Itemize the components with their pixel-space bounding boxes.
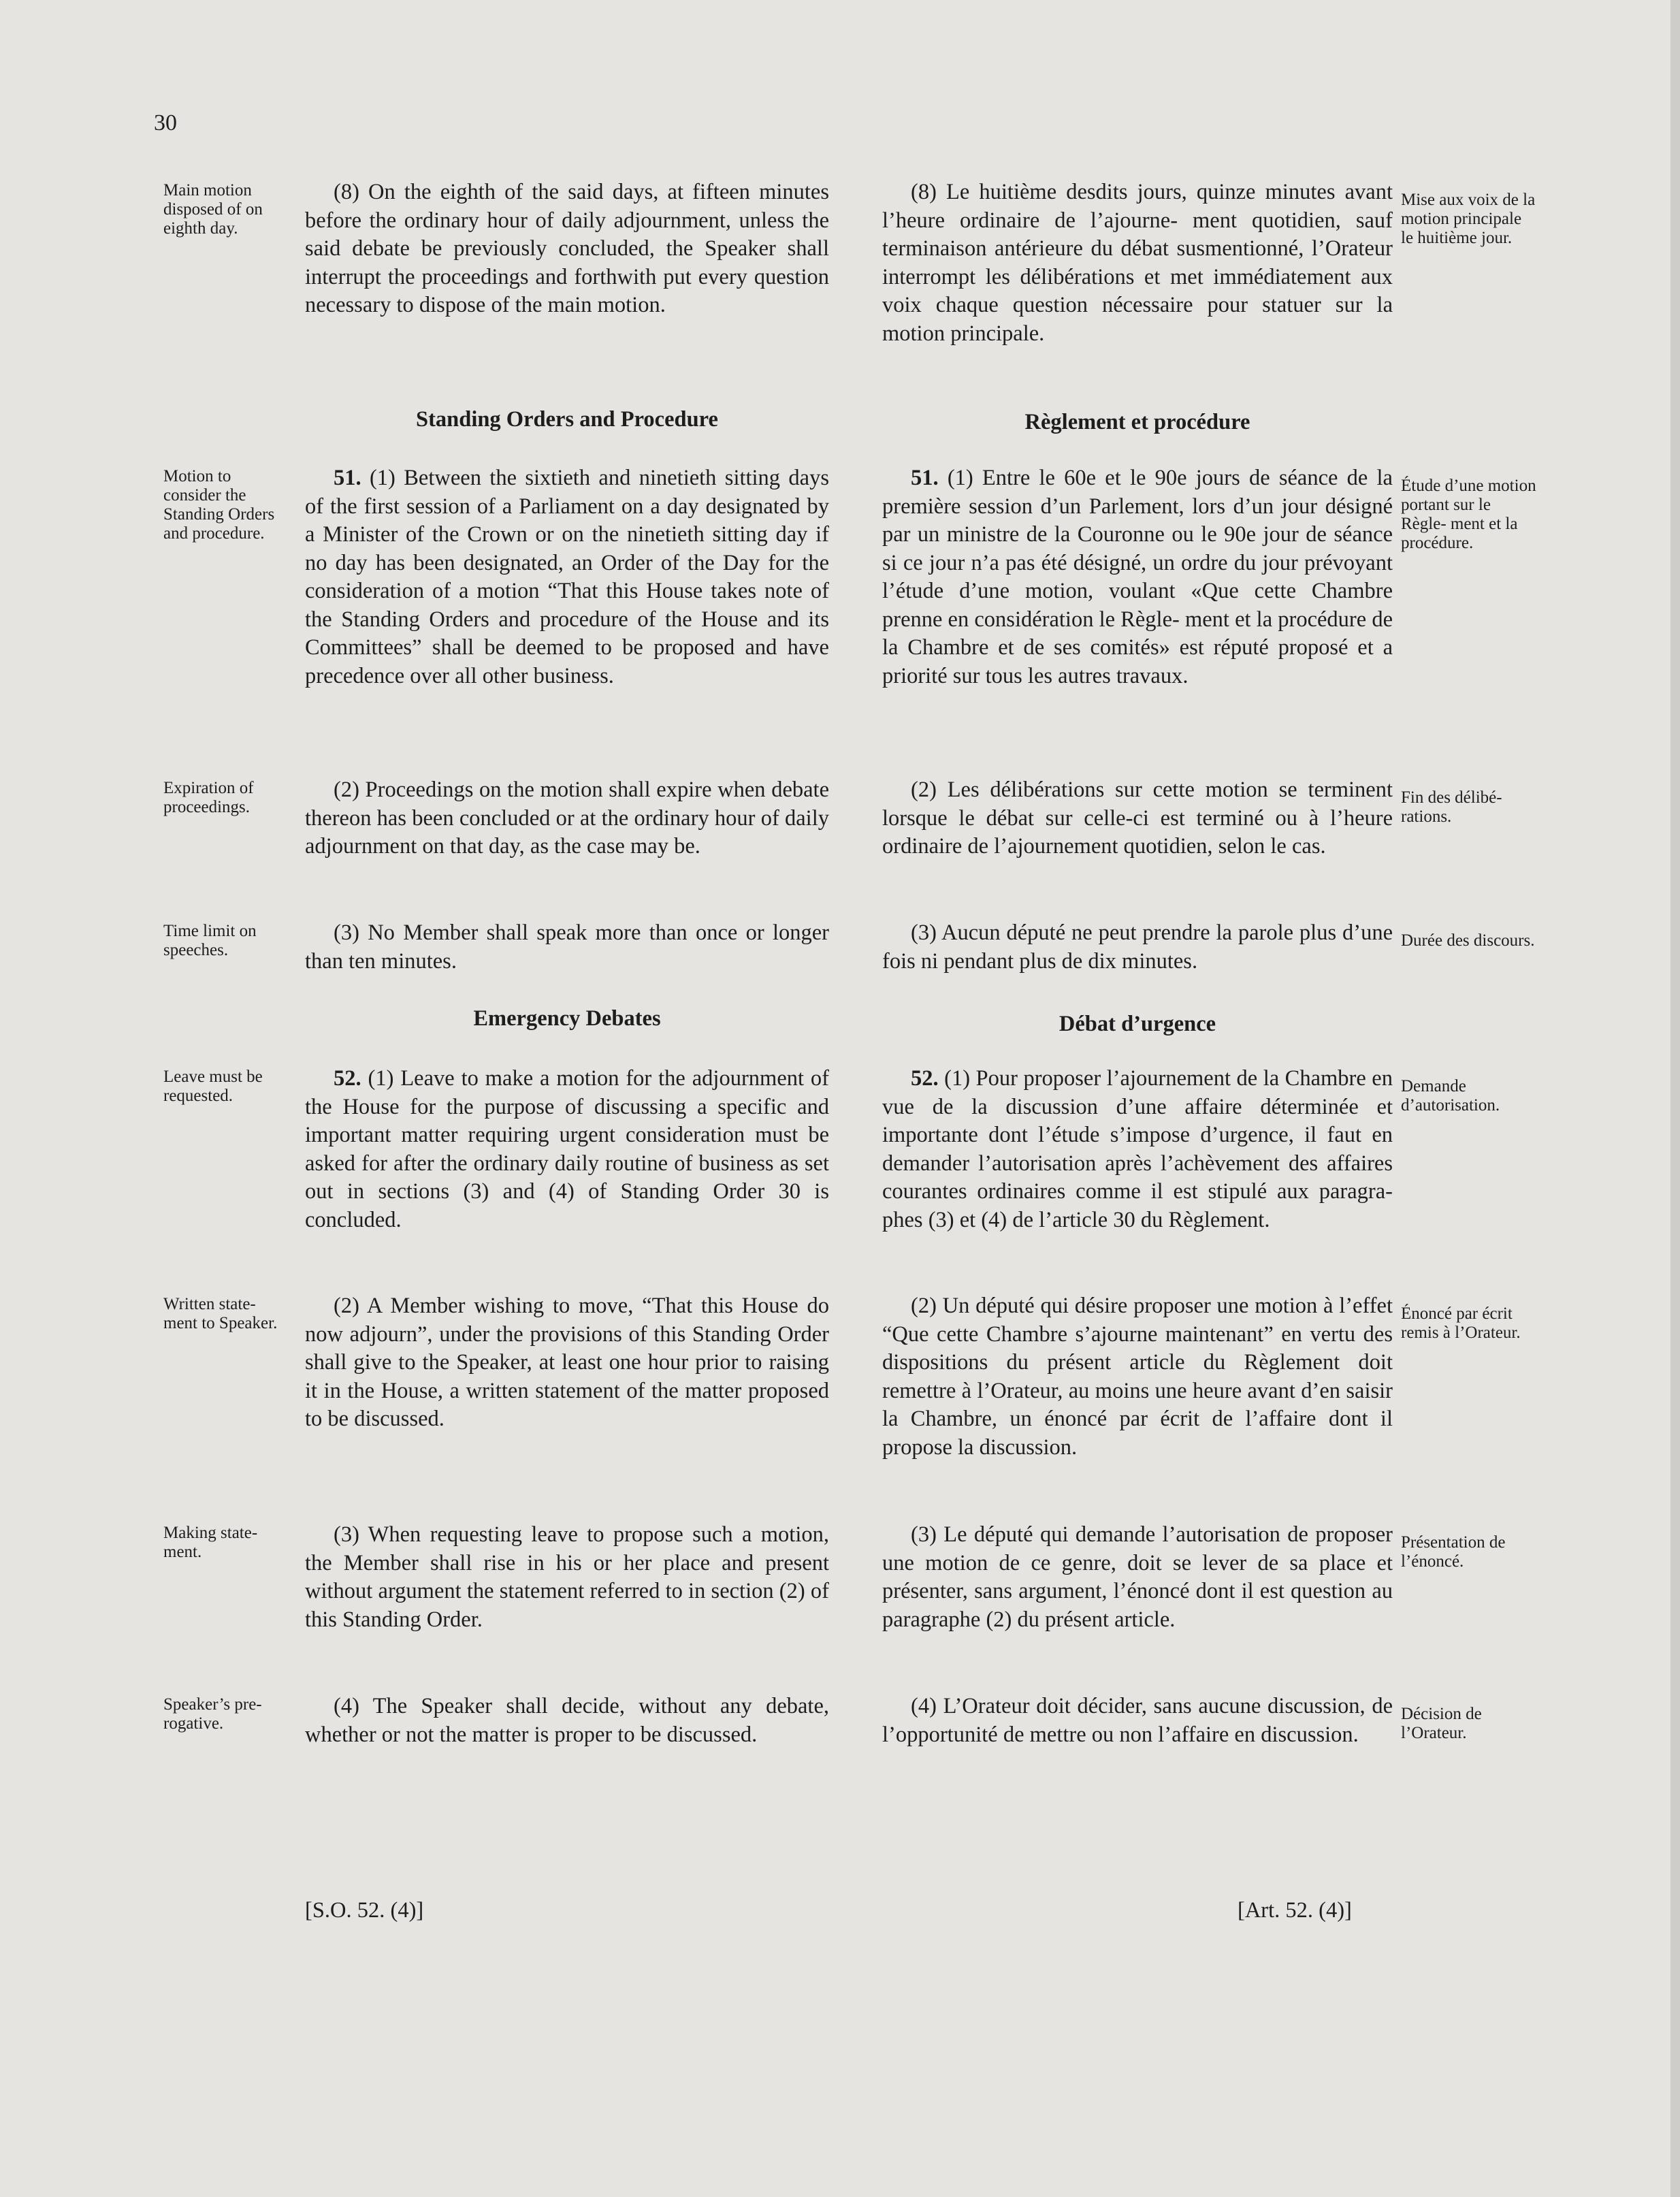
margin-note-making-statement: Making state- ment. xyxy=(163,1524,258,1561)
margin-note-duree-discours: Durée des discours. xyxy=(1401,931,1535,950)
en-section-52-1-text: (1) Leave to make a motion for the adjournment of the House for the purpose of discussing a specific and important matter requiring urgent consideration must be asked for after the ordinary daily routine of business as set out in sections (3) and (4) of Standing Order 30 is concluded. xyxy=(305,1066,829,1232)
fr-section-52-2: (2) Un député qui désire proposer une motion à l’effet “Que cette Chambre s’ajourne maintenant” en vertu des dispositions du présent article du Règlement doit remettre à l’Orateur, au moins une heure avant d’en saisir la Chambre, un énoncé par écrit de l’affaire dont il propose la discussion. xyxy=(882,1294,1393,1460)
fr-section-51-2: (2) Les délibérations sur cette motion se terminent lorsque le débat sur celle-ci est terminé ou à l’heure ordinaire de l’ajournement quotidien, selon le cas. xyxy=(882,777,1393,859)
en-section-52-2: (2) A Member wishing to move, “That this House do now adjourn”, under the provisions of this Standing Order shall give to the Speaker, at least one hour prior to raising it in the House, a written statement of the matter proposed to be discussed. xyxy=(305,1294,829,1431)
page-number: 30 xyxy=(154,110,177,135)
en-section-52-number: 52. xyxy=(334,1066,361,1091)
fr-section-51-1 xyxy=(882,464,1393,690)
fr-heading-urgence: Débat d’urgence xyxy=(1059,1012,1216,1036)
en-footer-reference: [S.O. 52. (4)] xyxy=(305,1898,424,1923)
page-edge xyxy=(1670,0,1680,2197)
margin-note-expiration: Expiration of proceedings. xyxy=(163,779,254,816)
en-heading-standing-orders: Standing Orders and Procedure xyxy=(416,407,718,432)
margin-note-written-statement: Written state- ment to Speaker. xyxy=(163,1295,278,1332)
margin-note-fin-deliberations: Fin des délibé- rations. xyxy=(1401,788,1502,826)
en-section-52-1 xyxy=(305,1065,829,1234)
fr-footer-reference: [Art. 52. (4)] xyxy=(1238,1898,1352,1923)
margin-note-demande-autorisation: Demande d’autorisation. xyxy=(1401,1077,1500,1114)
fr-paragraph-8: (8) Le huitième desdits jours, quinze minutes avant l’heure ordinaire de l’ajourne- ment quotidien, sauf terminaison antérieure du débat susmentionné, l’Orateur interrompt les délibérations et met immédiatement aux voix chaque question nécessaire pour statuer sur la motion principale. xyxy=(882,180,1393,346)
en-section-52-4: (4) The Speaker shall decide, without any debate, whether or not the matter is proper to be discussed. xyxy=(305,1694,829,1747)
margin-note-etude-motion: Étude d’une motion portant sur le Règle- ment et la procédure. xyxy=(1401,477,1536,552)
fr-section-52-number: 52. xyxy=(911,1066,939,1091)
margin-note-decision-orateur: Décision de l’Orateur. xyxy=(1401,1705,1482,1742)
en-heading-emergency: Emergency Debates xyxy=(473,1006,661,1031)
fr-section-52-1 xyxy=(882,1065,1393,1234)
fr-section-52-1-text: (1) Pour proposer l’ajournement de la Chambre en vue de la discussion d’une affaire déterminée et importante dont l’étude s’impose d’urgence, il faut en demander l’autorisation après l’achèvement des affaires courantes ordinaires comme il est stipulé aux paragra- phes (3) et (4) de l’article 30 du Règlement. xyxy=(882,1066,1393,1232)
en-section-51-2: (2) Proceedings on the motion shall expire when debate thereon has been concluded or at the ordinary hour of daily adjournment on that day, as the case may be. xyxy=(305,777,829,859)
margin-note-enonce-ecrit: Énoncé par écrit remis à l’Orateur. xyxy=(1401,1304,1521,1342)
fr-section-52-3: (3) Le député qui demande l’autorisation de proposer une motion de ce genre, doit se lever de sa place et présenter, sans argument, l’énoncé dont il est question au paragraphe (2) du présent article. xyxy=(882,1522,1393,1632)
margin-note-presentation-enonce: Présentation de l’énoncé. xyxy=(1401,1533,1506,1571)
en-section-51-1-text: (1) Between the sixtieth and ninetieth sitting days of the first session of a Parliament on a day designated by a Minister of the Crown or on the ninetieth sitting day if no day has been designated, an Order of the Day for the consideration of a motion “That this House takes note of the Standing Orders and procedure of the House and its Committees” shall be deemed to be proposed and have precedence over all other business. xyxy=(305,466,829,688)
margin-note-time-limit: Time limit on speeches. xyxy=(163,922,257,959)
fr-section-51-3: (3) Aucun député ne peut prendre la parole plus d’une fois ni pendant plus de dix minutes. xyxy=(882,920,1393,974)
margin-note-main-motion: Main motion disposed of on eighth day. xyxy=(163,181,263,238)
margin-note-speakers-prerogative: Speaker’s pre- rogative. xyxy=(163,1695,262,1733)
margin-note-standing-orders: Motion to consider the Standing Orders and procedure. xyxy=(163,467,275,543)
en-section-51-3: (3) No Member shall speak more than once or longer than ten minutes. xyxy=(305,920,829,974)
fr-section-51-number: 51. xyxy=(911,466,939,490)
en-paragraph-8: (8) On the eighth of the said days, at fifteen minutes before the ordinary hour of daily adjournment, unless the said debate be previously concluded, the Speaker shall interrupt the proceedings and forthwith put every question necessary to dispose of the main motion. xyxy=(305,180,829,317)
fr-section-51-1-text: (1) Entre le 60e et le 90e jours de séance de la première session d’un Parlement, lors d’un jour désigné par un ministre de la Couronne ou le 90e jour de séance si ce jour n’a pas été désigné, un ordre du jour prévoyant l’étude d’une motion, voulant «Que cette Chambre prenne en considération le Règle- ment et la procédure de la Chambre et de ses comités» est réputé proposé et a priorité sur tous les autres travaux. xyxy=(882,466,1393,688)
margin-note-mise-aux-voix: Mise aux voix de la motion principale le huitième jour. xyxy=(1401,191,1536,247)
margin-note-leave: Leave must be requested. xyxy=(163,1068,263,1105)
fr-heading-reglement: Règlement et procédure xyxy=(1024,410,1250,434)
en-section-52-3: (3) When requesting leave to propose such a motion, the Member shall rise in his or her place and present without argument the statement referred to in section (2) of this Standing Order. xyxy=(305,1522,829,1632)
en-section-51-1 xyxy=(305,464,829,690)
fr-section-52-4: (4) L’Orateur doit décider, sans aucune discussion, de l’opportunité de mettre ou non l’affaire en discussion. xyxy=(882,1694,1393,1747)
en-section-51-number: 51. xyxy=(334,466,361,490)
